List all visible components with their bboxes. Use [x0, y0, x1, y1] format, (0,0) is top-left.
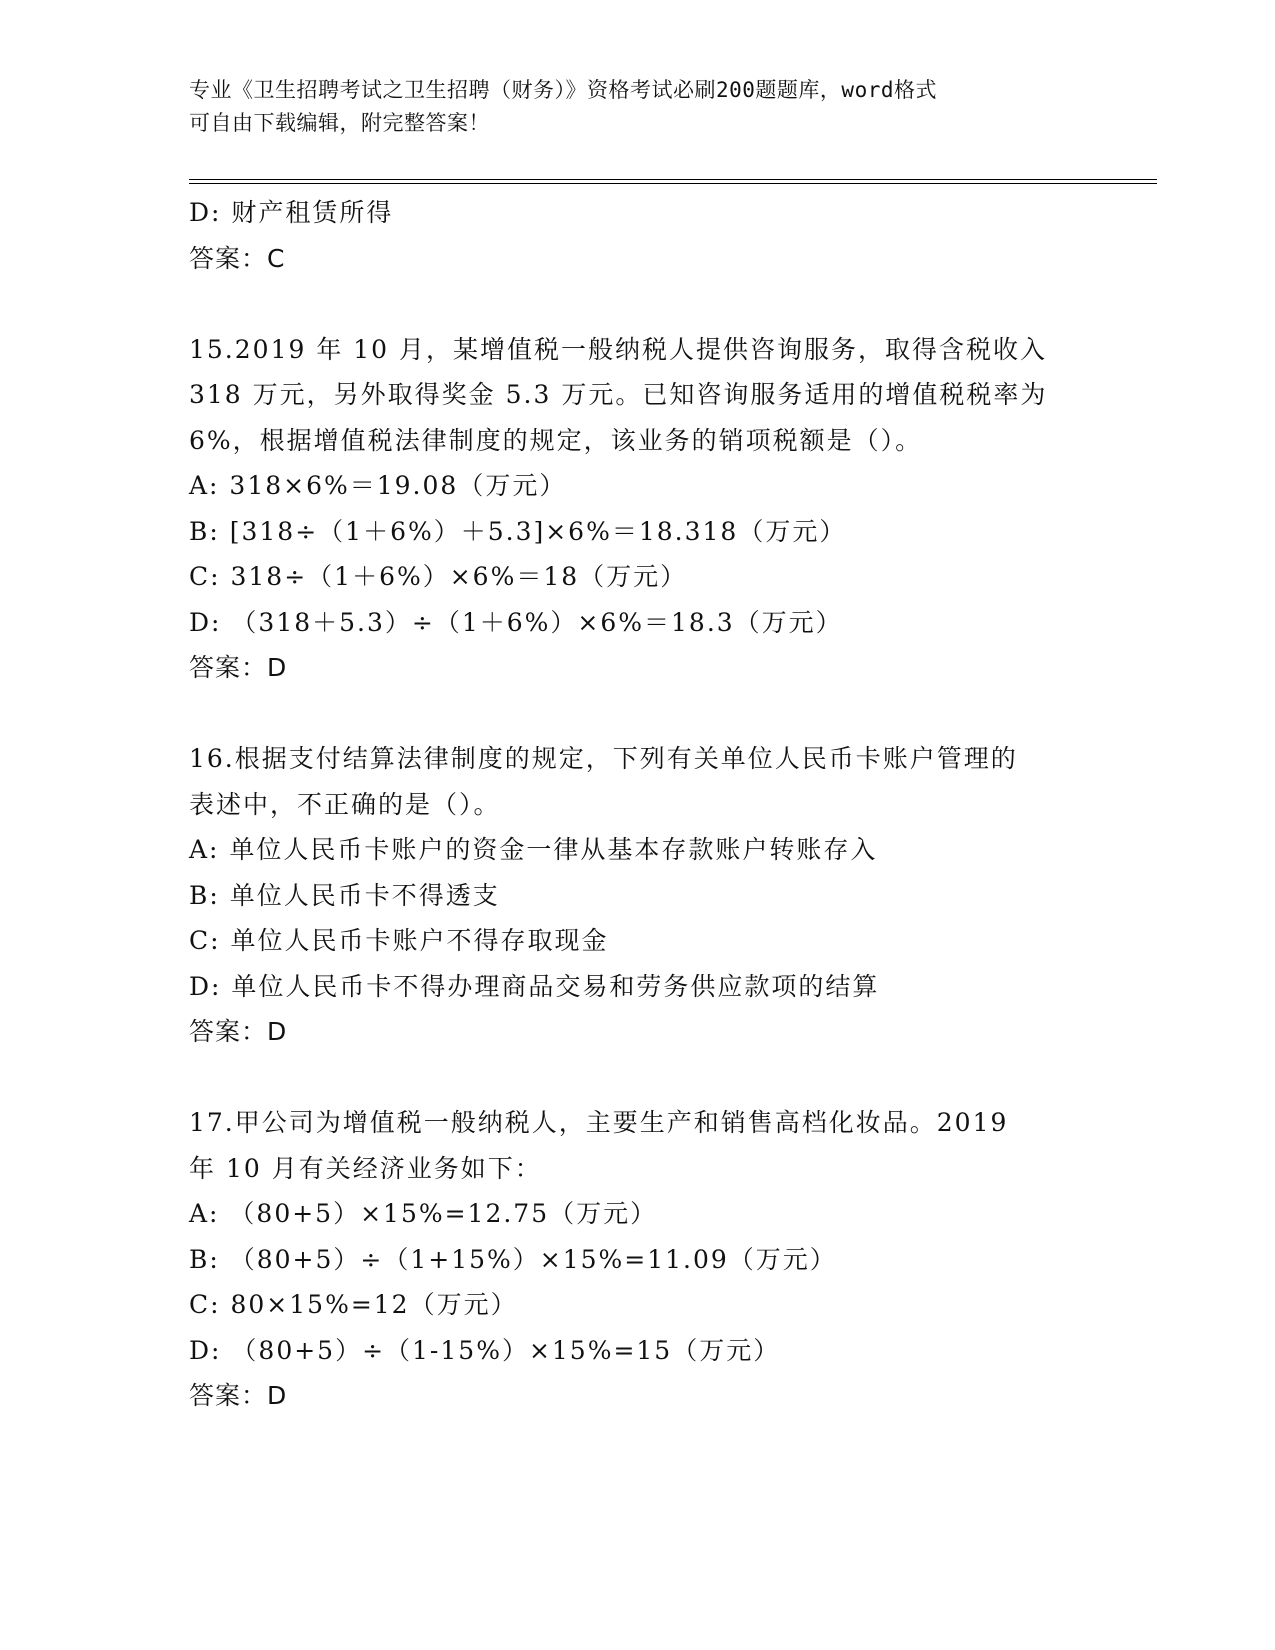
option-b: B: （80+5）÷（1+15%）×15%=11.09（万元）	[189, 1244, 837, 1274]
answer-line: 答案：C	[189, 243, 286, 273]
question-stem-line: 17.甲公司为增值税一般纳税人，主要生产和销售高档化妆品。2019	[189, 1108, 1009, 1137]
question-stem-line: 年 10 月有关经济业务如下：	[189, 1153, 542, 1183]
option-c: C: 80×15%=12（万元）	[189, 1290, 518, 1319]
question-16	[189, 736, 1089, 1055]
question-stem-line: 318 万元，另外取得奖金 5.3 万元。已知咨询服务适用的增值税税率为	[189, 380, 1048, 409]
header-title-line-1: 专业《卫生招聘考试之卫生招聘（财务）》资格考试必刷200题题库，word格式	[189, 78, 937, 102]
question-stem-line: 表述中，不正确的是（）。	[189, 789, 501, 819]
option-c: C: 单位人民币卡账户不得存取现金	[189, 926, 609, 955]
option-a: A: （80+5）×15%=12.75（万元）	[189, 1199, 658, 1228]
option-d: D: 单位人民币卡不得办理商品交易和劳务供应款项的结算	[189, 971, 880, 1001]
option-d: D: （318＋5.3）÷（1＋6%）×6%＝18.3（万元）	[189, 607, 843, 637]
answer-line: 答案：D	[189, 653, 288, 682]
option-d: D: 财产租赁所得	[189, 198, 394, 227]
option-a: A: 318×6%＝19.08（万元）	[189, 471, 567, 500]
option-d: D: （80+5）÷（1-15%）×15%=15（万元）	[189, 1335, 781, 1365]
header-divider-bottom	[189, 183, 1157, 184]
question-17	[189, 1100, 1089, 1419]
option-b: B: [318÷（1＋6%）＋5.3]×6%＝18.318（万元）	[189, 516, 847, 546]
answer-line: 答案：D	[189, 1017, 288, 1046]
option-a: A: 单位人民币卡账户的资金一律从基本存款账户转账存入	[189, 835, 878, 864]
question-15	[189, 327, 1089, 691]
header-divider-top	[189, 179, 1157, 180]
page-header	[189, 74, 1069, 140]
question-stem-line: 15.2019 年 10 月，某增值税一般纳税人提供咨询服务，取得含税收入	[189, 334, 1048, 364]
question-stem-line: 16.根据支付结算法律制度的规定，下列有关单位人民币卡账户管理的	[189, 744, 1018, 773]
header-title-line-2: 可自由下载编辑，附完整答案！	[189, 111, 490, 135]
answer-line: 答案：D	[189, 1381, 288, 1410]
option-c: C: 318÷（1＋6%）×6%＝18（万元）	[189, 562, 688, 591]
option-b: B: 单位人民币卡不得透支	[189, 880, 500, 910]
question-stem-line: 6%，根据增值税法律制度的规定，该业务的销项税额是（）。	[189, 425, 923, 455]
question-content	[189, 190, 1089, 1419]
